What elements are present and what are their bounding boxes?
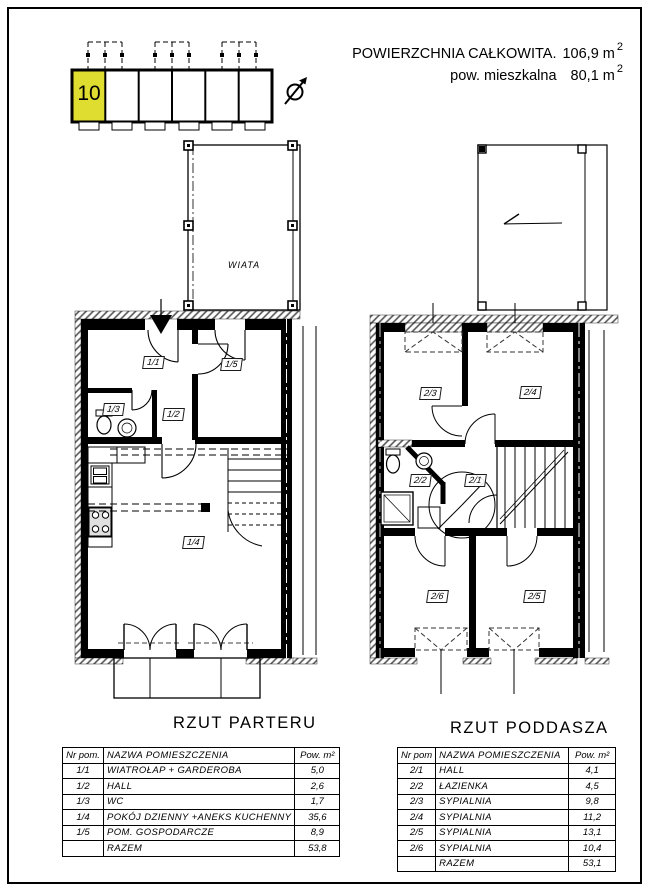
- attic-walls: [376, 323, 585, 658]
- cell-name: WC: [104, 794, 295, 810]
- cell-nr: 2/1: [398, 763, 436, 779]
- cell-name: HALL: [436, 763, 569, 779]
- carport-wiata: [184, 141, 300, 310]
- cell-nr: 1/4: [63, 810, 104, 826]
- cell-nr-empty: [398, 856, 436, 872]
- room-label-1-4: 1/4: [182, 536, 204, 549]
- cell-area: 10,4: [569, 841, 616, 857]
- cell-name: ŁAZIENKA: [436, 779, 569, 795]
- total-area: 53,8: [295, 841, 340, 857]
- cell-nr: 2/3: [398, 794, 436, 810]
- table-row: [398, 763, 616, 779]
- cell-area: 13,1: [569, 825, 616, 841]
- cell-area: 35,6: [295, 810, 340, 826]
- table-row: [63, 810, 340, 826]
- living-area-line: [352, 63, 621, 85]
- table-header-row: [63, 748, 340, 764]
- cell-name: SYPIALNIA: [436, 810, 569, 826]
- cell-area: 8,9: [295, 825, 340, 841]
- col-header-area: Pow. m²: [569, 748, 616, 764]
- attic-plan: [370, 145, 618, 694]
- cell-nr: 2/4: [398, 810, 436, 826]
- unit-number: 10: [77, 82, 101, 105]
- cell-name: POKÓJ DZIENNY +ANEKS KUCHENNY: [104, 810, 295, 826]
- terrace-doors: [114, 624, 260, 698]
- col-header-nr: Nr pom.: [63, 748, 104, 764]
- total-label: RAZEM: [104, 841, 295, 857]
- cell-nr: 2/6: [398, 841, 436, 857]
- table-total-row: [398, 856, 616, 872]
- table-row: [398, 810, 616, 826]
- room-label-2-4: 2/4: [519, 386, 541, 399]
- total-area-block: [352, 41, 621, 85]
- col-header-nr: Nr pom: [398, 748, 436, 764]
- cell-area: 1,7: [295, 794, 340, 810]
- entrance-arrow: [150, 299, 172, 334]
- table-row: [398, 779, 616, 795]
- cell-area: 4,5: [569, 779, 616, 795]
- col-header-area: Pow. m²: [295, 748, 340, 764]
- carport-roof: [478, 145, 607, 310]
- room-label-1-3: 1/3: [102, 403, 124, 416]
- cell-nr: 1/2: [63, 779, 104, 795]
- cell-name: SYPIALNIA: [436, 794, 569, 810]
- wiata-label: WIATA: [228, 260, 261, 270]
- cell-nr: 1/3: [63, 794, 104, 810]
- table-row: [398, 841, 616, 857]
- room-label-2-1: 2/1: [464, 474, 486, 487]
- table-row: [63, 825, 340, 841]
- total-area-value: 106,9 m: [562, 45, 615, 62]
- room-label-1-2: 1/2: [162, 408, 184, 421]
- room-label-2-5: 2/5: [523, 590, 545, 603]
- ground-floor-title: RZUT PARTERU: [173, 714, 317, 732]
- room-label-2-6: 2/6: [426, 590, 448, 603]
- table-row: [398, 825, 616, 841]
- room-label-2-3: 2/3: [419, 387, 441, 400]
- total-area-label: POWIERZCHNIA CAŁKOWITA.: [352, 45, 557, 62]
- cell-name: HALL: [104, 779, 295, 795]
- total-area-sup: 2: [616, 41, 623, 53]
- col-header-name: NAZWA POMIESZCZENIA: [104, 748, 295, 764]
- total-area: 53,1: [569, 856, 616, 872]
- cell-nr-empty: [63, 841, 104, 857]
- col-header-name: NAZWA POMIESZCZENIA: [436, 748, 569, 764]
- table-row: [63, 763, 340, 779]
- room-label-1-1: 1/1: [142, 356, 164, 369]
- cell-nr: 1/1: [63, 763, 104, 779]
- total-label: RAZEM: [436, 856, 569, 872]
- cell-area: 11,2: [569, 810, 616, 826]
- cell-name: SYPIALNIA: [436, 825, 569, 841]
- cell-nr: 2/2: [398, 779, 436, 795]
- cell-area: 9,8: [569, 794, 616, 810]
- living-area-value: 80,1 m: [570, 67, 615, 84]
- terrace: [114, 658, 260, 698]
- attic-stairs: [469, 447, 568, 528]
- living-area-sup: 2: [616, 62, 623, 75]
- total-area-line: [352, 41, 621, 63]
- cell-area: 5,0: [295, 763, 340, 779]
- cell-name: POM. GOSPODARCZE: [104, 825, 295, 841]
- living-area-label: pow. mieszkalna: [450, 67, 557, 84]
- table-row: [63, 794, 340, 810]
- attic-title: RZUT PODDASZA: [450, 719, 609, 737]
- ground-floor-schedule: [62, 747, 340, 857]
- room-label-1-5: 1/5: [220, 358, 242, 371]
- roof-slope-arrow: [504, 223, 562, 224]
- north-arrow-icon: [285, 77, 307, 104]
- room-label-2-2: 2/2: [409, 474, 431, 487]
- table-header-row: [398, 748, 616, 764]
- cell-nr: 2/5: [398, 825, 436, 841]
- cell-area: 4,1: [569, 763, 616, 779]
- cell-area: 2,6: [295, 779, 340, 795]
- cell-name: SYPIALNIA: [436, 841, 569, 857]
- kitchen-fixtures: [88, 447, 145, 547]
- table-total-row: [63, 841, 340, 857]
- ground-floor-plan: [75, 141, 317, 698]
- attic-schedule: [397, 747, 616, 872]
- ground-stairs: [228, 448, 281, 546]
- table-row: [398, 794, 616, 810]
- ground-walls: [81, 319, 292, 658]
- table-row: [63, 779, 340, 795]
- cell-name: WIATROŁAP + GARDEROBA: [104, 763, 295, 779]
- cell-nr: 1/5: [63, 825, 104, 841]
